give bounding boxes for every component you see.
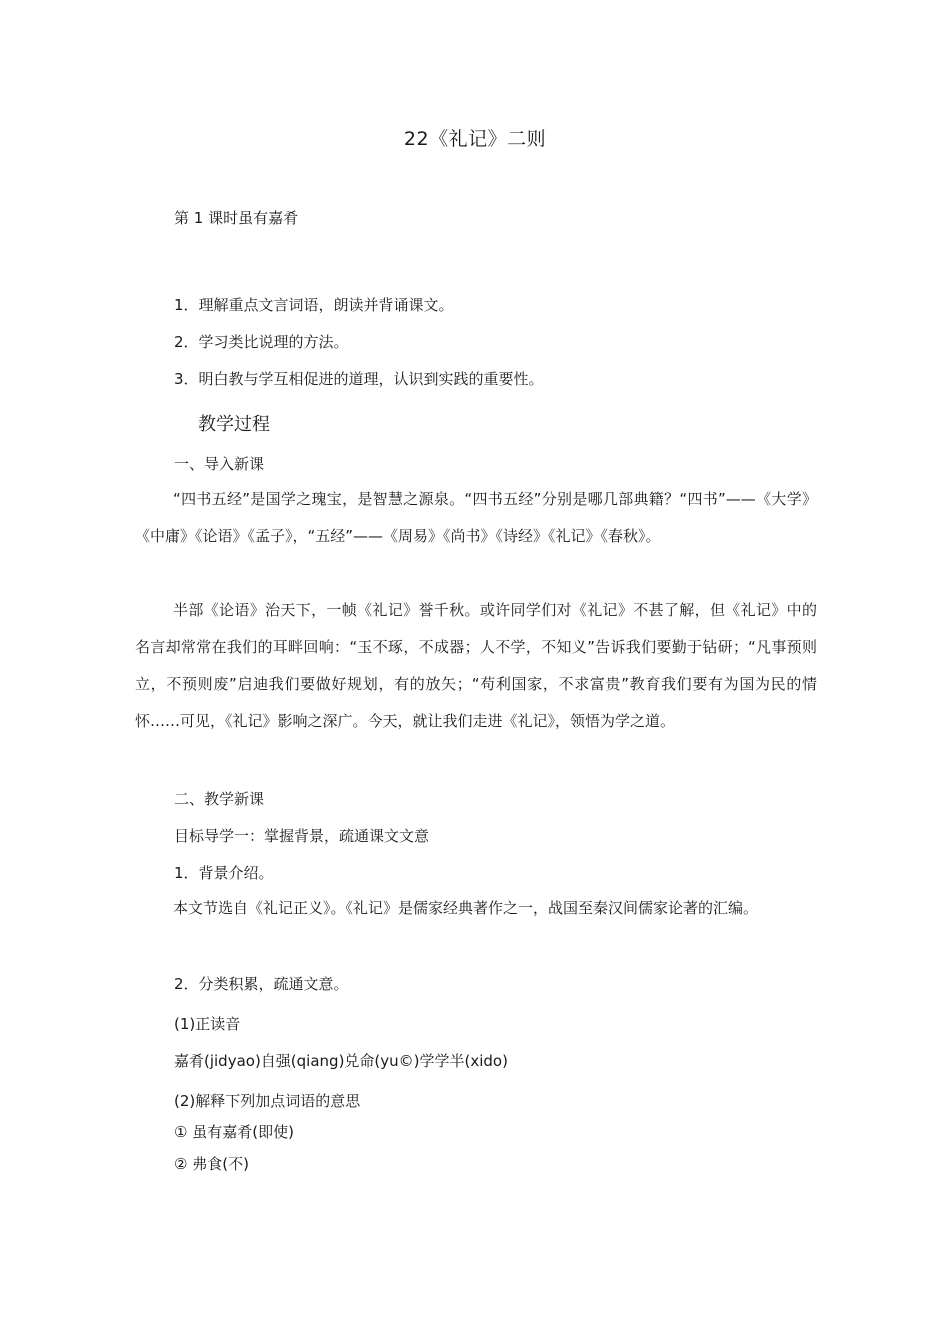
subsection-heading: (2)解释下列加点词语的意思: [174, 1092, 361, 1110]
list-item: 1．背景介绍。: [174, 864, 274, 882]
list-item: 2．分类积累，疏通文意。: [174, 975, 349, 993]
section-heading: 二、教学新课: [174, 790, 265, 808]
goal-heading: 目标导学一：掌握背景，疏通课文文意: [174, 827, 430, 845]
intro-paragraph: 半部《论语》治天下，一帧《礼记》誉千秋。或许同学们对《礼记》不甚了解，但《礼记》中的名言却常常在我们的耳畔回响：“玉不琢，不成器；人不学，不知义”告诉我们要勤于钻研；“凡事预则立，不预则废”启迪我们要做好规划，有的放矢；“苟利国家，不求富贵”教育我们要有为国为民的情怀……可见，《礼记》影响之深广。今天，就让我们走进《礼记》，领悟为学之道。: [135, 601, 817, 730]
subsection-heading: (1)正读音: [174, 1015, 241, 1033]
lesson-subtitle: 第 1 课时虽有嘉肴: [174, 209, 299, 227]
objective-item: 2．学习类比说理的方法。: [174, 333, 349, 351]
objective-item: 3．明白教与学互相促进的道理，认识到实践的重要性。: [174, 370, 544, 388]
objective-item: 1．理解重点文言词语，朗读并背诵课文。: [174, 296, 454, 314]
background-paragraph: 本文节选自《礼记正义》。《礼记》是儒家经典著作之一，战国至秦汉间儒家论著的汇编。: [173, 899, 759, 917]
pronunciation-line: 嘉肴(jidyao)自强(qiang)兑命(yu©)学学半(xido): [174, 1052, 508, 1070]
explanation-item: ① 虽有嘉肴(即使): [174, 1123, 294, 1141]
process-heading: 教学过程: [198, 414, 270, 435]
section-heading: 一、导入新课: [174, 455, 265, 473]
explanation-item: ② 弗食(不): [174, 1155, 249, 1173]
intro-paragraph: “四书五经”是国学之瑰宝，是智慧之源泉。“四书五经”分别是哪几部典籍？“四书”——《大学》《中庸》《论语》《孟子》，“五经”——《周易》《尚书》《诗经》《礼记》《春秋》。: [135, 490, 817, 545]
document-title: 22《礼记》二则: [403, 128, 547, 150]
